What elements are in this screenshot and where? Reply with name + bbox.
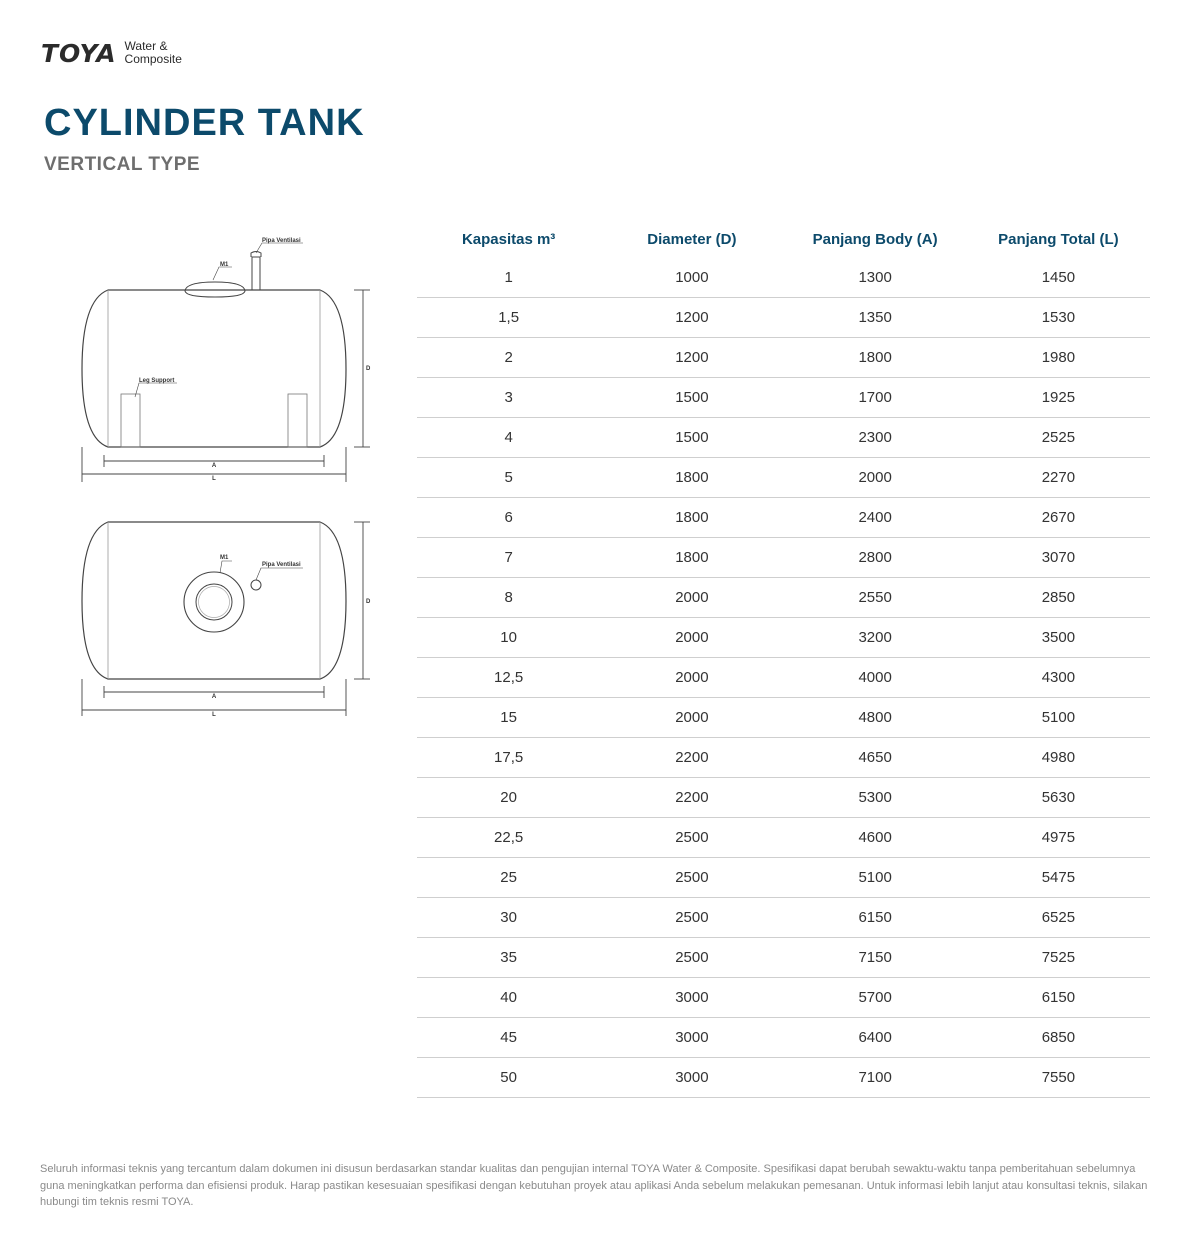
panjang-total-cell: 2670 [967, 498, 1150, 538]
diameter-cell: 1500 [600, 418, 783, 458]
tank-technical-drawing [70, 225, 390, 735]
panjang-total-cell: 4975 [967, 818, 1150, 858]
top-pipa-ventilasi-label: Pipa Ventilasi [262, 562, 301, 568]
panjang-total-cell: 5475 [967, 858, 1150, 898]
panjang-body-cell: 4800 [784, 698, 967, 738]
table-row [417, 418, 1150, 458]
panjang-body-cell: 6150 [784, 898, 967, 938]
table-row [417, 1058, 1150, 1098]
diameter-cell: 2500 [600, 818, 783, 858]
side-dim-d-label: D [366, 366, 371, 372]
table-row [417, 298, 1150, 338]
table-row [417, 498, 1150, 538]
panjang-total-cell: 5630 [967, 778, 1150, 818]
panjang-body-cell: 2300 [784, 418, 967, 458]
kapasitas-cell: 1 [417, 258, 600, 298]
table-row [417, 258, 1150, 298]
panjang-total-cell: 4300 [967, 658, 1150, 698]
brand-logo [41, 40, 182, 66]
brand-tagline-line2: Composite [124, 52, 182, 66]
panjang-body-cell: 5300 [784, 778, 967, 818]
kapasitas-cell: 35 [417, 938, 600, 978]
tank-side-view [82, 243, 370, 482]
kapasitas-cell: 5 [417, 458, 600, 498]
panjang-body-cell: 2550 [784, 578, 967, 618]
diameter-cell: 2000 [600, 618, 783, 658]
panjang-body-cell: 4600 [784, 818, 967, 858]
side-dim-a-label: A [211, 463, 217, 469]
kapasitas-cell: 17,5 [417, 738, 600, 778]
table-row [417, 898, 1150, 938]
header-panjang-body: Panjang Body (A) [812, 230, 938, 248]
panjang-total-cell: 7525 [967, 938, 1150, 978]
panjang-total-cell: 4980 [967, 738, 1150, 778]
panjang-total-cell: 3070 [967, 538, 1150, 578]
panjang-total-cell: 1980 [967, 338, 1150, 378]
diameter-cell: 2500 [600, 858, 783, 898]
kapasitas-cell: 25 [417, 858, 600, 898]
side-pipa-ventilasi-label: Pipa Ventilasi [262, 238, 301, 244]
panjang-body-cell: 2400 [784, 498, 967, 538]
diameter-cell: 2500 [600, 938, 783, 978]
panjang-body-cell: 3200 [784, 618, 967, 658]
kapasitas-cell: 6 [417, 498, 600, 538]
side-leg-support-label: Leg Support [139, 378, 175, 384]
panjang-body-cell: 1800 [784, 338, 967, 378]
kapasitas-cell: 22,5 [417, 818, 600, 858]
panjang-total-cell: 1925 [967, 378, 1150, 418]
kapasitas-cell: 20 [417, 778, 600, 818]
diameter-cell: 1500 [600, 378, 783, 418]
brand-tagline [125, 40, 182, 66]
panjang-total-cell: 5100 [967, 698, 1150, 738]
panjang-body-cell: 7100 [784, 1058, 967, 1098]
panjang-body-cell: 4000 [784, 658, 967, 698]
top-dim-l-label: L [212, 712, 216, 718]
page-subtitle: VERTICAL TYPE [44, 154, 201, 175]
table-row [417, 818, 1150, 858]
diameter-cell: 2200 [600, 738, 783, 778]
kapasitas-cell: 3 [417, 378, 600, 418]
brand-tagline-line1: Water & [124, 39, 168, 53]
table-row [417, 338, 1150, 378]
panjang-body-cell: 5100 [784, 858, 967, 898]
top-m1-label: M1 [220, 555, 229, 561]
kapasitas-cell: 1,5 [417, 298, 600, 338]
diameter-cell: 1200 [600, 298, 783, 338]
spec-table [417, 220, 1150, 1098]
kapasitas-cell: 30 [417, 898, 600, 938]
kapasitas-cell: 7 [417, 538, 600, 578]
panjang-body-cell: 1350 [784, 298, 967, 338]
kapasitas-cell: 12,5 [417, 658, 600, 698]
brand-name: TOYA [41, 38, 117, 68]
panjang-body-cell: 6400 [784, 1018, 967, 1058]
table-row [417, 858, 1150, 898]
panjang-body-cell: 1300 [784, 258, 967, 298]
panjang-total-cell: 6525 [967, 898, 1150, 938]
panjang-total-cell: 2850 [967, 578, 1150, 618]
spec-table-body [417, 258, 1150, 1098]
kapasitas-cell: 4 [417, 418, 600, 458]
kapasitas-cell: 15 [417, 698, 600, 738]
kapasitas-cell: 8 [417, 578, 600, 618]
header-diameter: Diameter (D) [647, 230, 737, 248]
table-row [417, 618, 1150, 658]
panjang-total-cell: 6850 [967, 1018, 1150, 1058]
diameter-cell: 1800 [600, 538, 783, 578]
top-dim-a-label: A [211, 694, 217, 700]
panjang-body-cell: 7150 [784, 938, 967, 978]
table-row [417, 378, 1150, 418]
table-row [417, 698, 1150, 738]
diameter-cell: 1200 [600, 338, 783, 378]
page-title: CYLINDER TANK [44, 102, 365, 144]
table-row [417, 458, 1150, 498]
panjang-total-cell: 1530 [967, 298, 1150, 338]
table-row [417, 978, 1150, 1018]
table-row [417, 538, 1150, 578]
header-kapasitas: Kapasitas m³ [461, 230, 556, 248]
diameter-cell: 3000 [600, 978, 783, 1018]
kapasitas-cell: 2 [417, 338, 600, 378]
diameter-cell: 2500 [600, 898, 783, 938]
kapasitas-cell: 10 [417, 618, 600, 658]
panjang-total-cell: 1450 [967, 258, 1150, 298]
panjang-body-cell: 2000 [784, 458, 967, 498]
kapasitas-cell: 50 [417, 1058, 600, 1098]
table-row [417, 938, 1150, 978]
diameter-cell: 3000 [600, 1018, 783, 1058]
diameter-cell: 1000 [600, 258, 783, 298]
kapasitas-cell: 45 [417, 1018, 600, 1058]
panjang-total-cell: 2270 [967, 458, 1150, 498]
tank-top-view [82, 522, 370, 716]
diameter-cell: 2000 [600, 698, 783, 738]
panjang-total-cell: 2525 [967, 418, 1150, 458]
top-dim-d-label: D [366, 599, 371, 605]
diameter-cell: 2000 [600, 578, 783, 618]
panjang-body-cell: 2800 [784, 538, 967, 578]
diameter-cell: 1800 [600, 498, 783, 538]
diameter-cell: 3000 [600, 1058, 783, 1098]
table-row [417, 1018, 1150, 1058]
side-dim-l-label: L [212, 476, 216, 482]
diameter-cell: 2200 [600, 778, 783, 818]
table-row [417, 778, 1150, 818]
table-row [417, 738, 1150, 778]
panjang-total-cell: 6150 [967, 978, 1150, 1018]
panjang-body-cell: 1700 [784, 378, 967, 418]
panjang-total-cell: 7550 [967, 1058, 1150, 1098]
diameter-cell: 2000 [600, 658, 783, 698]
diameter-cell: 1800 [600, 458, 783, 498]
header-panjang-total: Panjang Total (L) [998, 230, 1119, 248]
footer-disclaimer: Seluruh informasi teknis yang tercantum dalam dokumen ini disusun berdasarkan standar kualitas dan pengujian internal TOYA Water & Composite. Spesifikasi dapat berubah sewaktu-waktu tanpa pemberitahuan sebelumnya guna meningkatkan performa dan efisiensi produk. Harap pastikan kesesuaian spesifikasi dengan kebutuhan proyek atau aplikasi Anda sebelum melakukan pemesanan. Untuk informasi lebih lanjut atau konsultasi teknis, silakan hubungi tim teknis resmi TOYA. [40, 1163, 1148, 1208]
table-row [417, 658, 1150, 698]
table-row [417, 578, 1150, 618]
panjang-body-cell: 5700 [784, 978, 967, 1018]
panjang-body-cell: 4650 [784, 738, 967, 778]
panjang-total-cell: 3500 [967, 618, 1150, 658]
spec-table-header-row [417, 220, 1150, 258]
side-m1-label: M1 [220, 262, 229, 268]
kapasitas-cell: 40 [417, 978, 600, 1018]
